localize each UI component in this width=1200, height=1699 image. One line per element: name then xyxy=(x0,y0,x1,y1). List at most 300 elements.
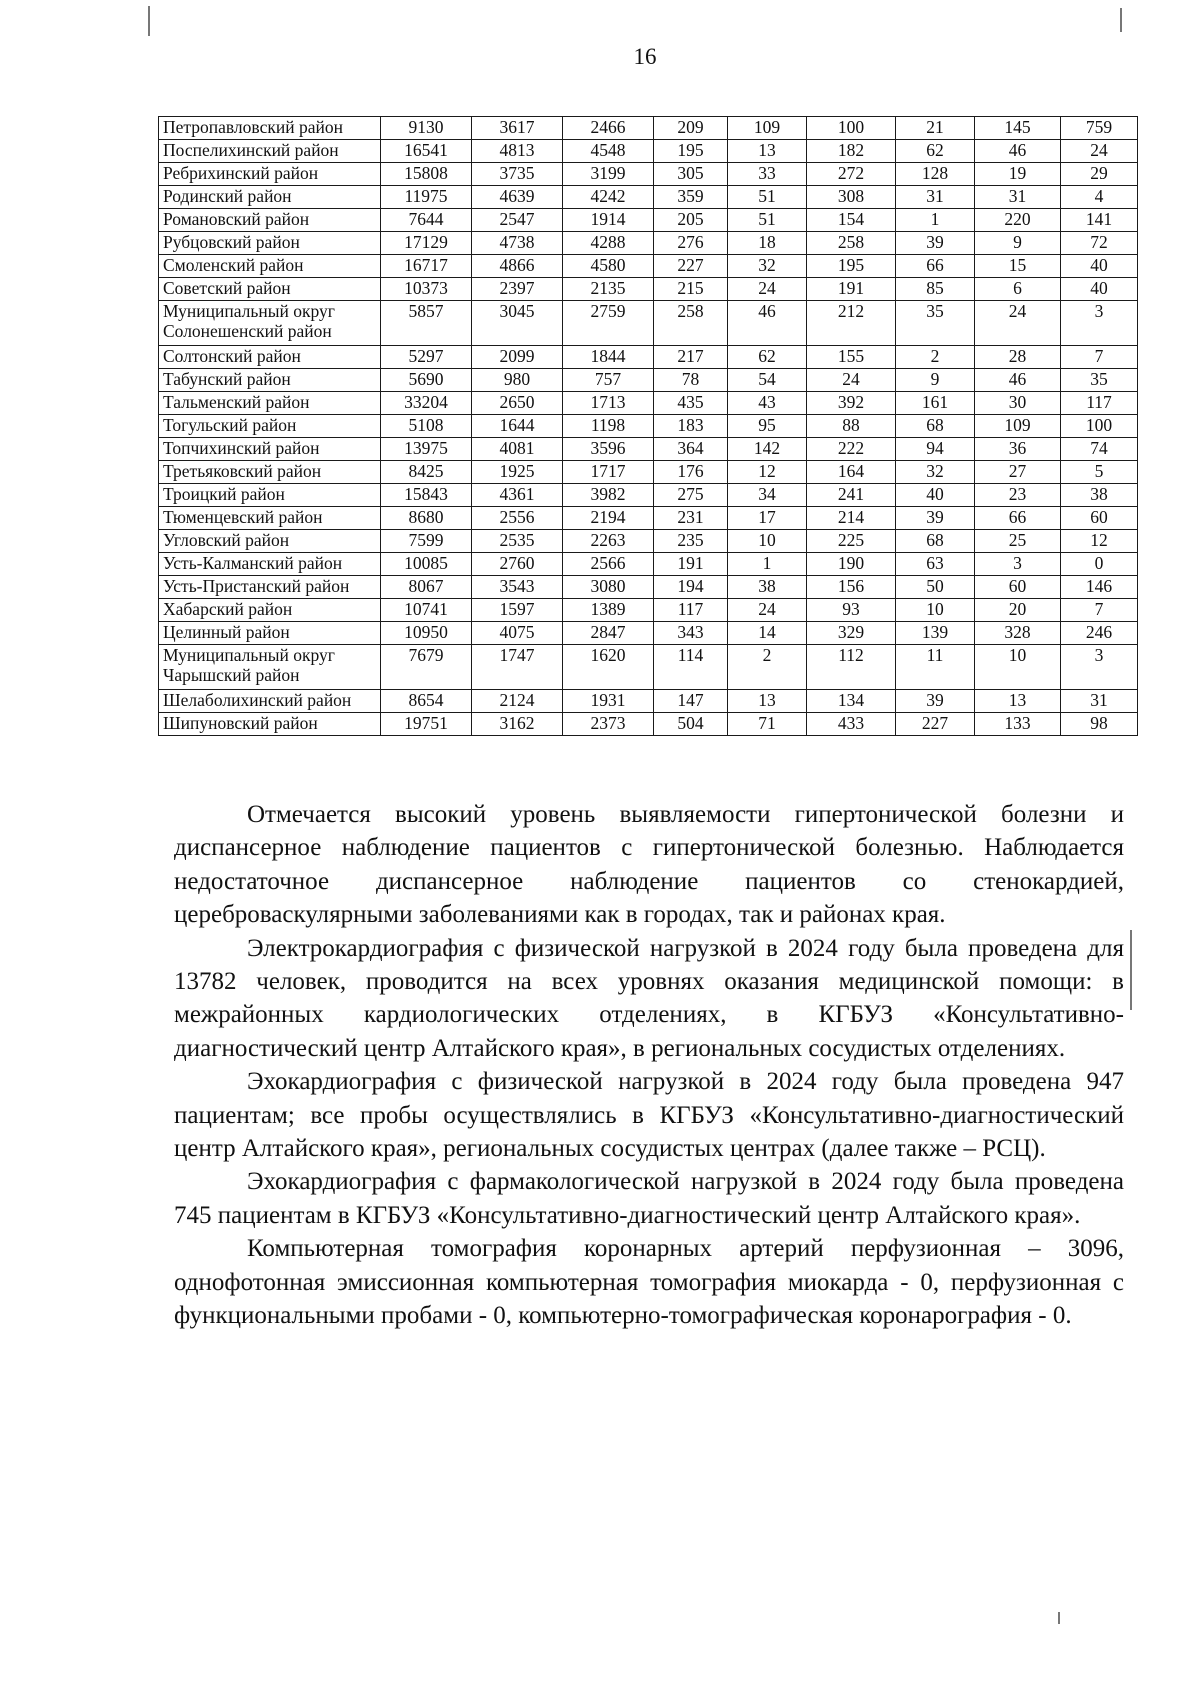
district-name-cell xyxy=(159,301,381,346)
value-cell: 117 xyxy=(1061,392,1138,415)
value-cell: 225 xyxy=(807,530,896,553)
district-name-cell xyxy=(159,461,381,484)
value-cell: 161 xyxy=(896,392,975,415)
value-cell: 9 xyxy=(975,232,1061,255)
value-cell: 1 xyxy=(728,553,807,576)
table-row xyxy=(159,232,1138,255)
district-statistics-table xyxy=(158,116,1138,736)
value-cell: 7599 xyxy=(381,530,472,553)
district-name-cell xyxy=(159,255,381,278)
district-name: Шелаболихинский район xyxy=(163,690,352,710)
value-cell: 4580 xyxy=(563,255,654,278)
value-cell: 46 xyxy=(975,140,1061,163)
district-name-cell xyxy=(159,140,381,163)
scan-artifact xyxy=(1120,8,1122,32)
value-cell: 190 xyxy=(807,553,896,576)
value-cell: 2566 xyxy=(563,553,654,576)
value-cell: 10950 xyxy=(381,622,472,645)
value-cell: 3 xyxy=(1061,301,1138,346)
value-cell: 114 xyxy=(654,645,728,690)
value-cell: 4361 xyxy=(472,484,563,507)
value-cell: 4813 xyxy=(472,140,563,163)
value-cell: 63 xyxy=(896,553,975,576)
value-cell: 164 xyxy=(807,461,896,484)
value-cell: 183 xyxy=(654,415,728,438)
district-name: Усть-Калманский район xyxy=(163,553,343,573)
district-name-line2: Солонешенский район xyxy=(163,321,332,341)
value-cell: 10 xyxy=(728,530,807,553)
value-cell: 757 xyxy=(563,369,654,392)
value-cell: 205 xyxy=(654,209,728,232)
value-cell: 85 xyxy=(896,278,975,301)
value-cell: 46 xyxy=(728,301,807,346)
value-cell: 215 xyxy=(654,278,728,301)
value-cell: 176 xyxy=(654,461,728,484)
paragraph: Отмечается высокий уровень выявляемости гипертонической болезни и диспансерное наблюдение пациентов с гипертонической болезнью. Наблюдается недостаточное диспансерное наблюдение пациентов со стенокардией, цереброваскулярными заболеваниями как в городах, так и районах края. xyxy=(174,801,1124,929)
district-name-cell xyxy=(159,690,381,713)
value-cell: 19751 xyxy=(381,713,472,736)
value-cell: 10 xyxy=(975,645,1061,690)
value-cell: 1620 xyxy=(563,645,654,690)
value-cell: 142 xyxy=(728,438,807,461)
value-cell: 1597 xyxy=(472,599,563,622)
value-cell: 23 xyxy=(975,484,1061,507)
value-cell: 24 xyxy=(728,278,807,301)
value-cell: 7644 xyxy=(381,209,472,232)
value-cell: 51 xyxy=(728,186,807,209)
table-row xyxy=(159,369,1138,392)
value-cell: 95 xyxy=(728,415,807,438)
table-row xyxy=(159,278,1138,301)
value-cell: 276 xyxy=(654,232,728,255)
value-cell: 392 xyxy=(807,392,896,415)
value-cell: 24 xyxy=(1061,140,1138,163)
value-cell: 34 xyxy=(728,484,807,507)
value-cell: 194 xyxy=(654,576,728,599)
district-name-cell xyxy=(159,163,381,186)
value-cell: 2099 xyxy=(472,346,563,369)
district-name: Угловский район xyxy=(163,530,290,550)
district-name: Солтонский район xyxy=(163,346,301,366)
value-cell: 10085 xyxy=(381,553,472,576)
value-cell: 5690 xyxy=(381,369,472,392)
value-cell: 40 xyxy=(896,484,975,507)
value-cell: 19 xyxy=(975,163,1061,186)
value-cell: 31 xyxy=(896,186,975,209)
district-name: Шипуновский район xyxy=(163,713,318,733)
value-cell: 1198 xyxy=(563,415,654,438)
value-cell: 54 xyxy=(728,369,807,392)
value-cell: 8680 xyxy=(381,507,472,530)
value-cell: 40 xyxy=(1061,278,1138,301)
district-name-cell xyxy=(159,278,381,301)
district-name: Советский район xyxy=(163,278,291,298)
value-cell: 4288 xyxy=(563,232,654,255)
value-cell: 4639 xyxy=(472,186,563,209)
value-cell: 8067 xyxy=(381,576,472,599)
value-cell: 117 xyxy=(654,599,728,622)
value-cell: 98 xyxy=(1061,713,1138,736)
value-cell: 11 xyxy=(896,645,975,690)
value-cell: 24 xyxy=(807,369,896,392)
value-cell: 15 xyxy=(975,255,1061,278)
value-cell: 2 xyxy=(728,645,807,690)
district-name: Тальменский район xyxy=(163,392,310,412)
district-name: Тюменцевский район xyxy=(163,507,323,527)
value-cell: 2263 xyxy=(563,530,654,553)
value-cell: 78 xyxy=(654,369,728,392)
value-cell: 328 xyxy=(975,622,1061,645)
table-row xyxy=(159,117,1138,140)
district-name: Третьяковский район xyxy=(163,461,322,481)
value-cell: 2760 xyxy=(472,553,563,576)
value-cell: 4242 xyxy=(563,186,654,209)
value-cell: 7 xyxy=(1061,346,1138,369)
value-cell: 43 xyxy=(728,392,807,415)
value-cell: 217 xyxy=(654,346,728,369)
value-cell: 16541 xyxy=(381,140,472,163)
value-cell: 9130 xyxy=(381,117,472,140)
value-cell: 258 xyxy=(807,232,896,255)
table-row xyxy=(159,461,1138,484)
district-name-cell xyxy=(159,346,381,369)
paragraph: Эхокардиография с физической нагрузкой в 2024 году была проведена 947 пациентам; все пробы осуществлялись в КГБУЗ «Консультативно-диагностический центр Алтайского края», региональных сосудистых центрах (далее также – РСЦ). xyxy=(174,1068,1124,1163)
table-row xyxy=(159,507,1138,530)
value-cell: 191 xyxy=(807,278,896,301)
district-name-cell xyxy=(159,117,381,140)
value-cell: 195 xyxy=(807,255,896,278)
value-cell: 16717 xyxy=(381,255,472,278)
district-name-cell xyxy=(159,232,381,255)
value-cell: 24 xyxy=(975,301,1061,346)
district-name: Рубцовский район xyxy=(163,232,300,252)
district-name-cell xyxy=(159,622,381,645)
value-cell: 6 xyxy=(975,278,1061,301)
value-cell: 2124 xyxy=(472,690,563,713)
value-cell: 2650 xyxy=(472,392,563,415)
value-cell: 15808 xyxy=(381,163,472,186)
district-name: Хабарский район xyxy=(163,599,293,619)
district-name: Смоленский район xyxy=(163,255,304,275)
value-cell: 1713 xyxy=(563,392,654,415)
value-cell: 139 xyxy=(896,622,975,645)
district-name-cell xyxy=(159,645,381,690)
value-cell: 435 xyxy=(654,392,728,415)
value-cell: 24 xyxy=(728,599,807,622)
table-row xyxy=(159,645,1138,690)
value-cell: 28 xyxy=(975,346,1061,369)
value-cell: 8425 xyxy=(381,461,472,484)
value-cell: 3596 xyxy=(563,438,654,461)
value-cell: 1747 xyxy=(472,645,563,690)
value-cell: 5108 xyxy=(381,415,472,438)
value-cell: 68 xyxy=(896,530,975,553)
district-name: Целинный район xyxy=(163,622,290,642)
value-cell: 145 xyxy=(975,117,1061,140)
value-cell: 13975 xyxy=(381,438,472,461)
value-cell: 15843 xyxy=(381,484,472,507)
district-name-cell xyxy=(159,553,381,576)
district-name-cell xyxy=(159,438,381,461)
table-row xyxy=(159,346,1138,369)
district-name-cell xyxy=(159,576,381,599)
value-cell: 156 xyxy=(807,576,896,599)
value-cell: 433 xyxy=(807,713,896,736)
value-cell: 4738 xyxy=(472,232,563,255)
value-cell: 359 xyxy=(654,186,728,209)
value-cell: 2535 xyxy=(472,530,563,553)
value-cell: 3735 xyxy=(472,163,563,186)
table-row xyxy=(159,438,1138,461)
value-cell: 154 xyxy=(807,209,896,232)
scan-artifact xyxy=(148,6,150,36)
district-name: Троицкий район xyxy=(163,484,285,504)
district-name-cell xyxy=(159,209,381,232)
value-cell: 31 xyxy=(1061,690,1138,713)
value-cell: 980 xyxy=(472,369,563,392)
value-cell: 2373 xyxy=(563,713,654,736)
value-cell: 7679 xyxy=(381,645,472,690)
value-cell: 214 xyxy=(807,507,896,530)
value-cell: 4075 xyxy=(472,622,563,645)
value-cell: 231 xyxy=(654,507,728,530)
value-cell: 2547 xyxy=(472,209,563,232)
value-cell: 35 xyxy=(1061,369,1138,392)
value-cell: 2135 xyxy=(563,278,654,301)
value-cell: 343 xyxy=(654,622,728,645)
value-cell: 241 xyxy=(807,484,896,507)
value-cell: 109 xyxy=(728,117,807,140)
value-cell: 40 xyxy=(1061,255,1138,278)
district-name: Усть-Пристанский район xyxy=(163,576,350,596)
value-cell: 5857 xyxy=(381,301,472,346)
value-cell: 72 xyxy=(1061,232,1138,255)
table-row xyxy=(159,163,1138,186)
value-cell: 246 xyxy=(1061,622,1138,645)
district-name: Тогульский район xyxy=(163,415,297,435)
value-cell: 3 xyxy=(1061,645,1138,690)
table-row xyxy=(159,530,1138,553)
paragraph: Эхокардиография с фармакологической нагрузкой в 2024 году была проведена 745 пациентам в КГБУЗ «Консультативно-диагностический центр Алтайского края». xyxy=(174,1168,1124,1229)
value-cell: 29 xyxy=(1061,163,1138,186)
value-cell: 1931 xyxy=(563,690,654,713)
value-cell: 68 xyxy=(896,415,975,438)
value-cell: 3982 xyxy=(563,484,654,507)
value-cell: 46 xyxy=(975,369,1061,392)
value-cell: 60 xyxy=(975,576,1061,599)
table-row xyxy=(159,690,1138,713)
value-cell: 3199 xyxy=(563,163,654,186)
value-cell: 12 xyxy=(728,461,807,484)
value-cell: 133 xyxy=(975,713,1061,736)
table-row xyxy=(159,599,1138,622)
value-cell: 2 xyxy=(896,346,975,369)
value-cell: 100 xyxy=(807,117,896,140)
value-cell: 74 xyxy=(1061,438,1138,461)
value-cell: 8654 xyxy=(381,690,472,713)
district-name: Петропавловский район xyxy=(163,117,343,137)
value-cell: 3080 xyxy=(563,576,654,599)
value-cell: 364 xyxy=(654,438,728,461)
value-cell: 1644 xyxy=(472,415,563,438)
value-cell: 39 xyxy=(896,232,975,255)
value-cell: 182 xyxy=(807,140,896,163)
value-cell: 39 xyxy=(896,690,975,713)
value-cell: 2759 xyxy=(563,301,654,346)
value-cell: 759 xyxy=(1061,117,1138,140)
value-cell: 220 xyxy=(975,209,1061,232)
value-cell: 112 xyxy=(807,645,896,690)
value-cell: 222 xyxy=(807,438,896,461)
value-cell: 2847 xyxy=(563,622,654,645)
body-text xyxy=(174,798,1124,1333)
value-cell: 32 xyxy=(728,255,807,278)
table-row xyxy=(159,140,1138,163)
table-row xyxy=(159,209,1138,232)
value-cell: 100 xyxy=(1061,415,1138,438)
value-cell: 305 xyxy=(654,163,728,186)
table-row xyxy=(159,301,1138,346)
district-name: Поспелихинский район xyxy=(163,140,339,160)
value-cell: 12 xyxy=(1061,530,1138,553)
value-cell: 4548 xyxy=(563,140,654,163)
value-cell: 1925 xyxy=(472,461,563,484)
value-cell: 2194 xyxy=(563,507,654,530)
table-row xyxy=(159,553,1138,576)
value-cell: 227 xyxy=(896,713,975,736)
value-cell: 30 xyxy=(975,392,1061,415)
district-name-cell xyxy=(159,186,381,209)
value-cell: 38 xyxy=(1061,484,1138,507)
value-cell: 272 xyxy=(807,163,896,186)
value-cell: 33 xyxy=(728,163,807,186)
value-cell: 35 xyxy=(896,301,975,346)
paragraph: Электрокардиография с физической нагрузкой в 2024 году была проведена для 13782 человек, проводится на всех уровнях оказания медицинской помощи: в межрайонных кардиологических отделениях, в КГБУЗ «Консультативно-диагностический центр Алтайского края», в региональных сосудистых отделениях. xyxy=(174,934,1124,1062)
value-cell: 4 xyxy=(1061,186,1138,209)
district-name: Ребрихинский район xyxy=(163,163,319,183)
value-cell: 62 xyxy=(728,346,807,369)
district-name-cell xyxy=(159,392,381,415)
value-cell: 93 xyxy=(807,599,896,622)
value-cell: 20 xyxy=(975,599,1061,622)
value-cell: 14 xyxy=(728,622,807,645)
value-cell: 4081 xyxy=(472,438,563,461)
value-cell: 235 xyxy=(654,530,728,553)
value-cell: 17 xyxy=(728,507,807,530)
district-name-line2: Чарышский район xyxy=(163,665,300,685)
value-cell: 155 xyxy=(807,346,896,369)
value-cell: 51 xyxy=(728,209,807,232)
table-row xyxy=(159,415,1138,438)
value-cell: 32 xyxy=(896,461,975,484)
value-cell: 134 xyxy=(807,690,896,713)
value-cell: 17129 xyxy=(381,232,472,255)
value-cell: 62 xyxy=(896,140,975,163)
value-cell: 9 xyxy=(896,369,975,392)
value-cell: 141 xyxy=(1061,209,1138,232)
value-cell: 195 xyxy=(654,140,728,163)
value-cell: 1389 xyxy=(563,599,654,622)
table-row xyxy=(159,622,1138,645)
value-cell: 36 xyxy=(975,438,1061,461)
value-cell: 227 xyxy=(654,255,728,278)
value-cell: 146 xyxy=(1061,576,1138,599)
value-cell: 66 xyxy=(896,255,975,278)
value-cell: 2466 xyxy=(563,117,654,140)
district-name-cell xyxy=(159,530,381,553)
value-cell: 18 xyxy=(728,232,807,255)
value-cell: 88 xyxy=(807,415,896,438)
value-cell: 25 xyxy=(975,530,1061,553)
value-cell: 13 xyxy=(728,690,807,713)
district-name-cell xyxy=(159,599,381,622)
value-cell: 191 xyxy=(654,553,728,576)
value-cell: 504 xyxy=(654,713,728,736)
value-cell: 11975 xyxy=(381,186,472,209)
value-cell: 3617 xyxy=(472,117,563,140)
value-cell: 2556 xyxy=(472,507,563,530)
district-name: Топчихинский район xyxy=(163,438,320,458)
page-number: 16 xyxy=(633,44,657,69)
value-cell: 275 xyxy=(654,484,728,507)
value-cell: 1717 xyxy=(563,461,654,484)
table-row xyxy=(159,484,1138,507)
value-cell: 1844 xyxy=(563,346,654,369)
table-row xyxy=(159,392,1138,415)
scan-artifact xyxy=(1058,1612,1060,1624)
value-cell: 308 xyxy=(807,186,896,209)
district-name: Романовский район xyxy=(163,209,310,229)
district-name: Муниципальный округ xyxy=(163,645,335,665)
value-cell: 10741 xyxy=(381,599,472,622)
value-cell: 147 xyxy=(654,690,728,713)
value-cell: 209 xyxy=(654,117,728,140)
value-cell: 50 xyxy=(896,576,975,599)
value-cell: 212 xyxy=(807,301,896,346)
value-cell: 1914 xyxy=(563,209,654,232)
value-cell: 4866 xyxy=(472,255,563,278)
value-cell: 329 xyxy=(807,622,896,645)
value-cell: 128 xyxy=(896,163,975,186)
value-cell: 5297 xyxy=(381,346,472,369)
value-cell: 27 xyxy=(975,461,1061,484)
value-cell: 0 xyxy=(1061,553,1138,576)
table-body xyxy=(159,117,1138,736)
value-cell: 10373 xyxy=(381,278,472,301)
table-row xyxy=(159,255,1138,278)
value-cell: 2397 xyxy=(472,278,563,301)
value-cell: 10 xyxy=(896,599,975,622)
value-cell: 38 xyxy=(728,576,807,599)
value-cell: 1 xyxy=(896,209,975,232)
value-cell: 39 xyxy=(896,507,975,530)
value-cell: 13 xyxy=(728,140,807,163)
value-cell: 60 xyxy=(1061,507,1138,530)
paragraph: Компьютерная томография коронарных артерий перфузионная – 3096, однофотонная эмиссионная компьютерная томография миокарда - 0, перфузионная с функциональными пробами - 0, компьютерно-томографическая коронарография - 0. xyxy=(174,1235,1124,1330)
value-cell: 109 xyxy=(975,415,1061,438)
value-cell: 7 xyxy=(1061,599,1138,622)
table-row xyxy=(159,186,1138,209)
district-name-cell xyxy=(159,415,381,438)
district-name: Табунский район xyxy=(163,369,291,389)
value-cell: 258 xyxy=(654,301,728,346)
value-cell: 33204 xyxy=(381,392,472,415)
value-cell: 3 xyxy=(975,553,1061,576)
value-cell: 13 xyxy=(975,690,1061,713)
value-cell: 66 xyxy=(975,507,1061,530)
value-cell: 3543 xyxy=(472,576,563,599)
value-cell: 71 xyxy=(728,713,807,736)
